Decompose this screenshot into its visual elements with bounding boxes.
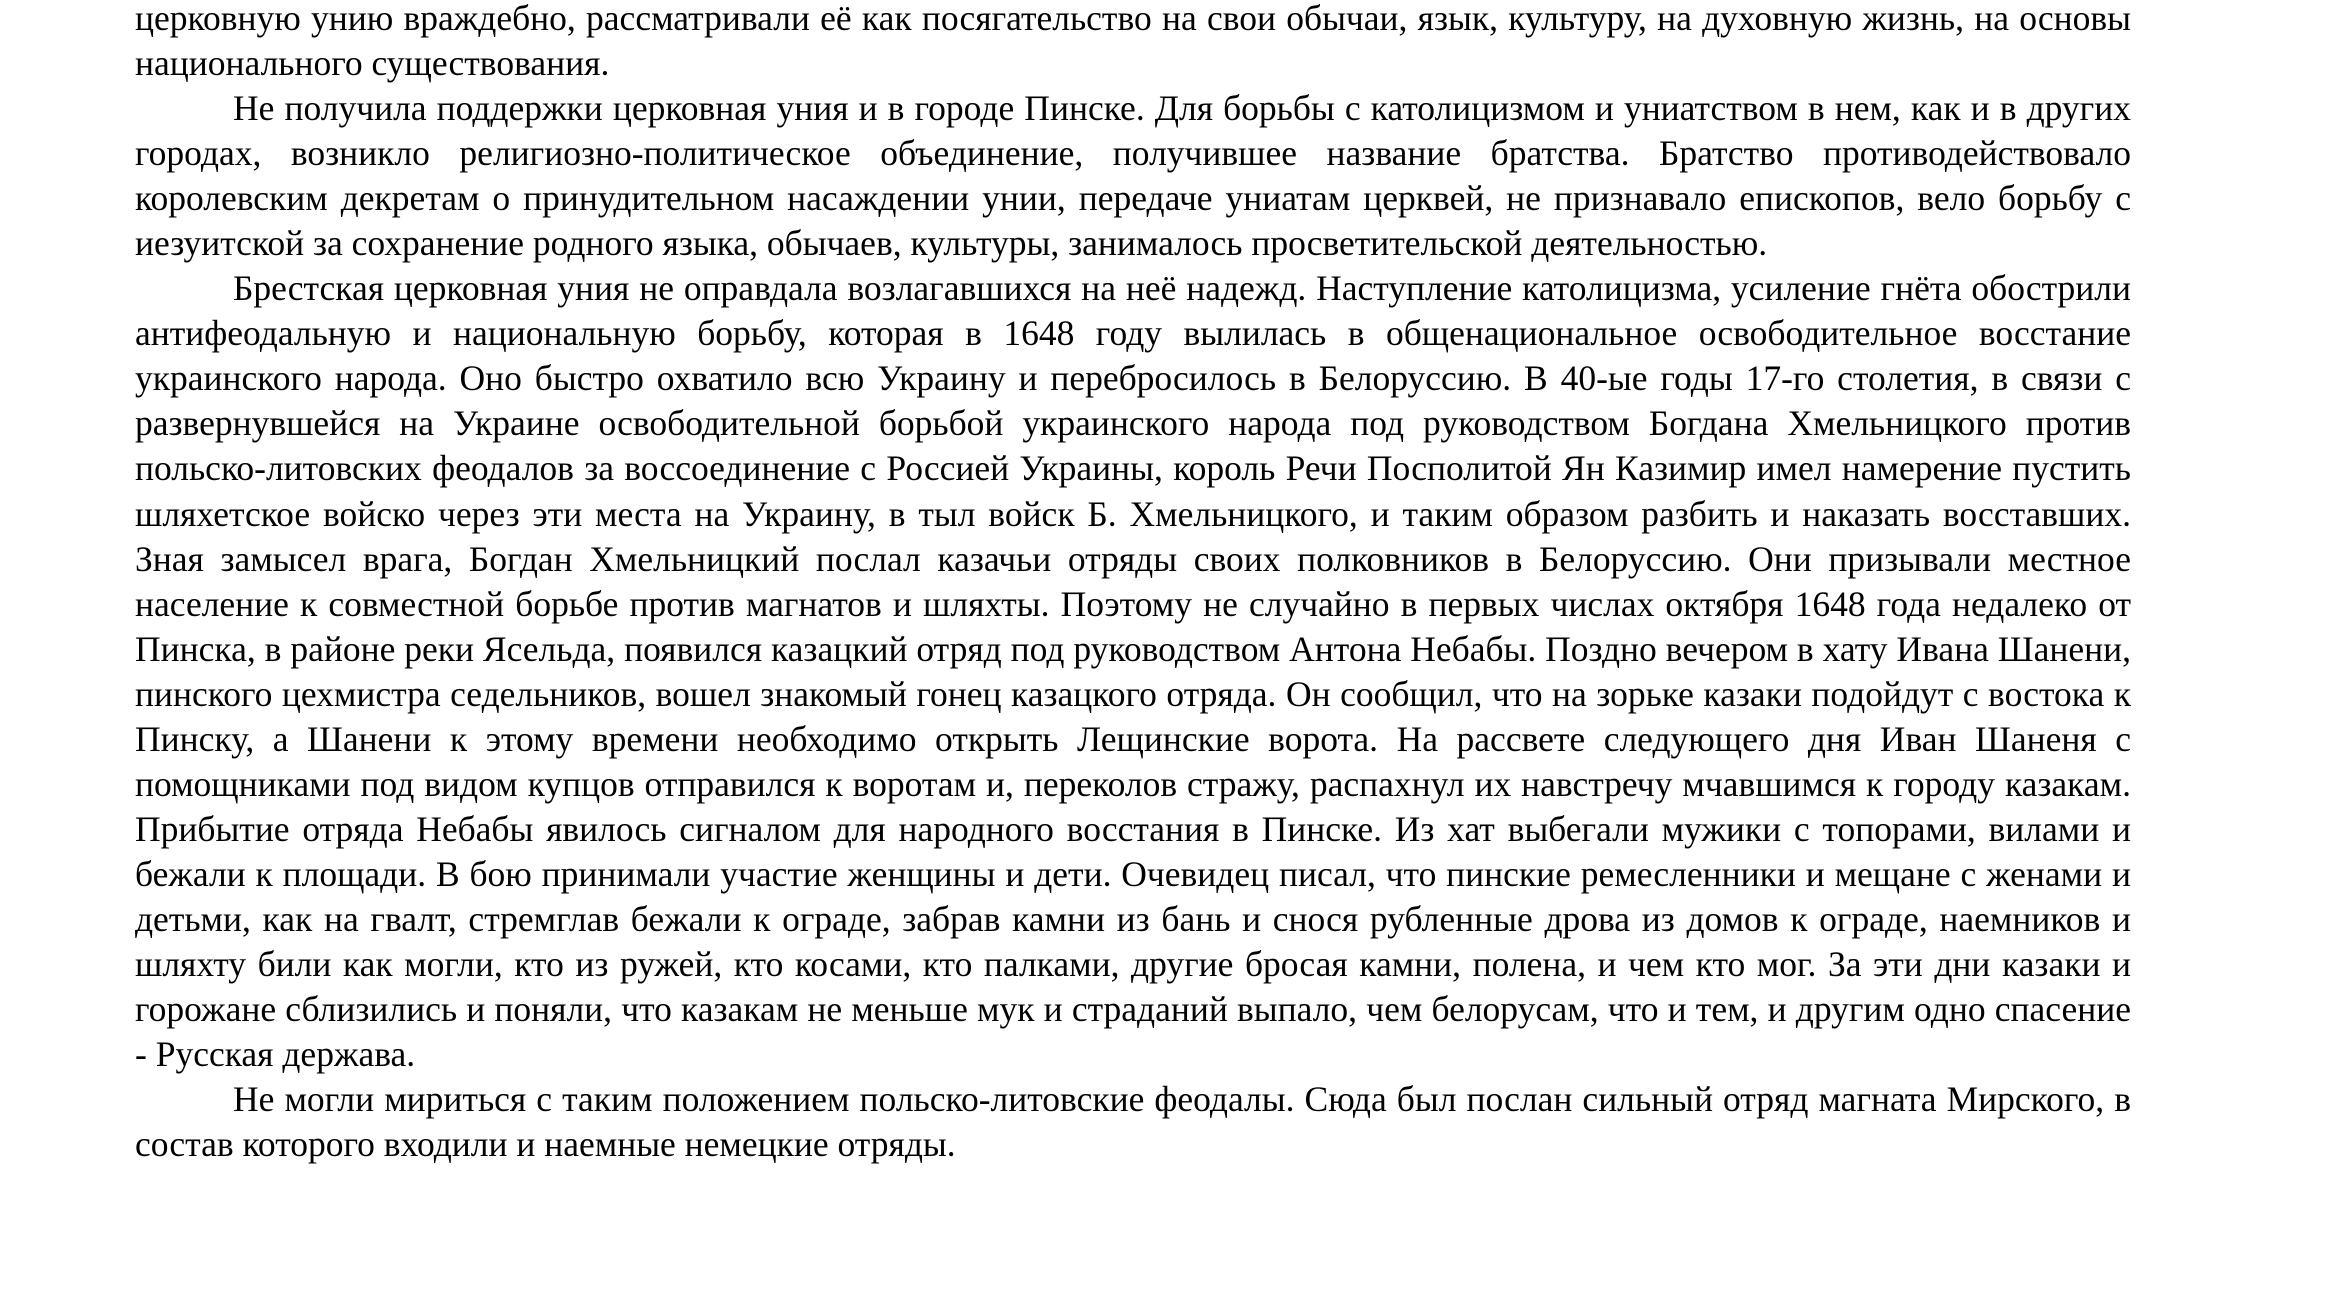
- paragraph-3: Брестская церковная уния не оправдала возлагавшихся на неё надежд. Наступление католицизма, усиление гнёта обострили антифеодальную и национальную борьбу, которая в 1648 году вылилась в общенациональное освободительное восстание украинского народа. Оно быстро охватило всю Украину и перебросилось в Белоруссию. В 40-ые годы 17-го столетия, в связи с развернувшейся на Украине освободительной борьбой украинского народа под руководством Богдана Хмельницкого против польско-литовских феодалов за воссоединение с Россией Украины, король Речи Посполитой Ян Казимир имел намерение пустить шляхетское войско через эти места на Украину, в тыл войск Б. Хмельницкого, и таким образом разбить и наказать восставших. Зная замысел врага, Богдан Хмельницкий послал казачьи отряды своих полковников в Белоруссию. Они призывали местное население к совместной борьбе против магнатов и шляхты. Поэтому не случайно в первых числах октября 1648 года недалеко от Пинска, в районе реки Ясельда, появился казацкий отряд под руководством Антона Небабы. Поздно вечером в хату Ивана Шанени, пинского цехмистра седельников, вошел знакомый гонец казацкого отряда. Он сообщил, что на зорьке казаки подойдут с востока к Пинску, а Шанени к этому времени необходимо открыть Лещинские ворота. На рассвете следующего дня Иван Шаненя с помощниками под видом купцов отправился к воротам и, переколов стражу, распахнул их навстречу мчавшимся к городу казакам. Прибытие отряда Небабы явилось сигналом для народного восстания в Пинске. Из хат выбегали мужики с топорами, вилами и бежали к площади. В бою принимали участие женщины и дети. Очевидец писал, что пинские ремесленники и мещане с женами и детьми, как на гвалт, стремглав бежали к ограде, забрав камни из бань и снося рубленные дрова из домов к ограде, наемников и шляхту били как могли, кто из ружей, кто косами, кто палками, другие бросая камни, полена, и чем кто мог. За эти дни казаки и горожане сблизились и поняли, что казакам не меньше мук и страданий выпало, чем белорусам, что и тем, и другим одно спасение - Русская держава.: [135, 268, 2131, 1075]
- paragraph-1: церковную унию враждебно, рассматривали её как посягательство на свои обычаи, язык, культуру, на духовную жизнь, на основы национального существования.: [135, 0, 2131, 84]
- document-page: [135, 0, 2131, 1167]
- paragraph-4: Не могли мириться с таким положением польско-литовские феодалы. Сюда был послан сильный отряд магната Мирского, в состав которого входили и наемные немецкие отряды.: [135, 1079, 2131, 1165]
- paragraph-2: Не получила поддержки церковная уния и в городе Пинске. Для борьбы с католицизмом и униатством в нем, как и в других городах, возникло религиозно-политическое объединение, получившее название братства. Братство противодействовало королевским декретам о принудительном насаждении унии, передаче униатам церквей, не признавало епископов, вело борьбу с иезуитской за сохранение родного языка, обычаев, культуры, занималось просветительской деятельностью.: [135, 88, 2131, 264]
